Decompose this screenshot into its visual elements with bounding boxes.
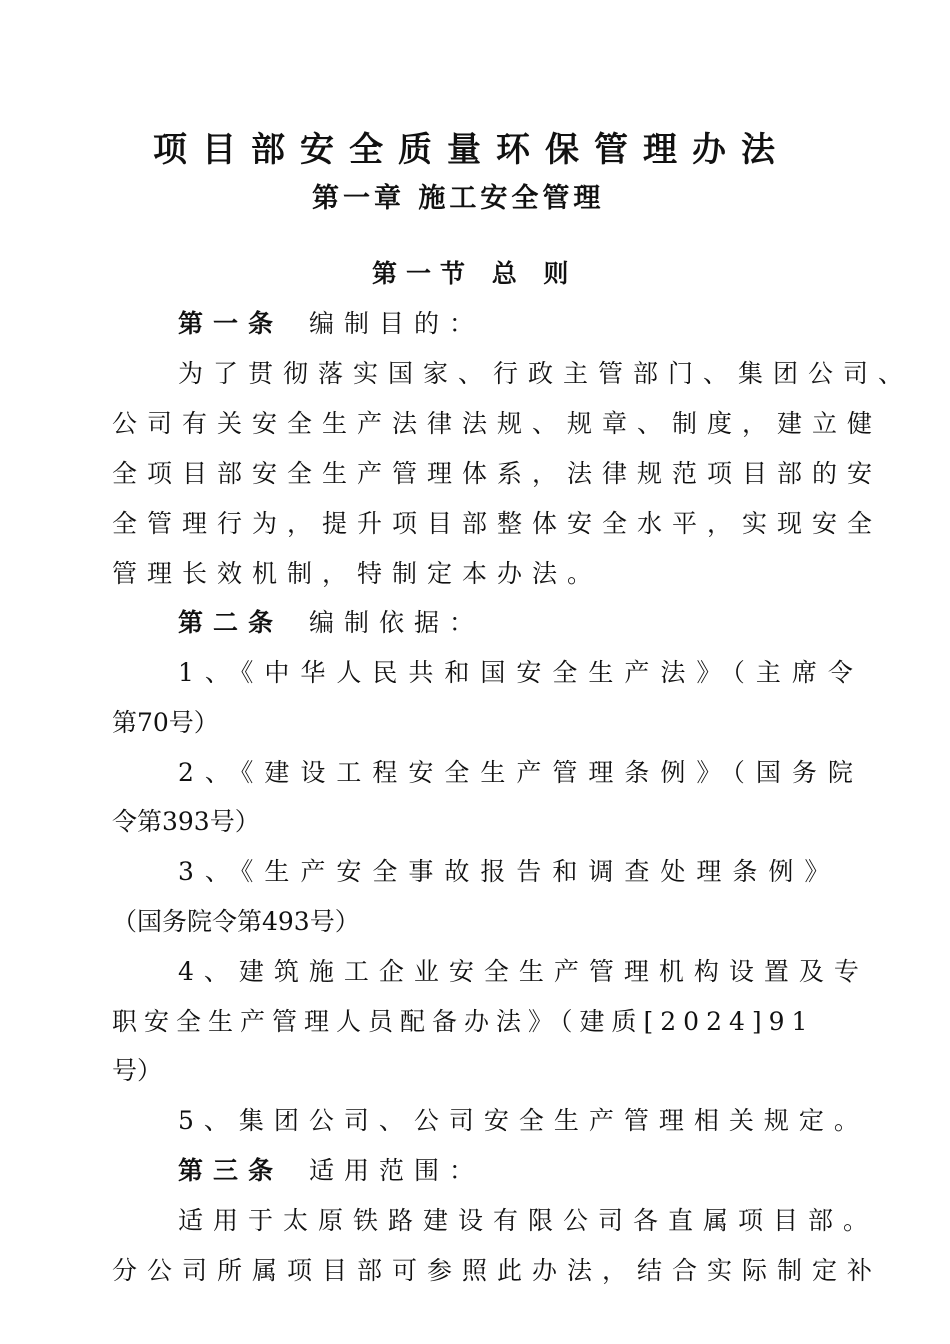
basis-item-line: 1、《中华人民共和国安全生产法》（主席令 — [178, 658, 864, 687]
basis-item-line: 2、《建设工程安全生产管理条例》（国务院 — [178, 758, 864, 787]
article-1-line: 全项目部安全生产管理体系，法律规范项目部的安 — [112, 459, 883, 488]
basis-item-line: 职安全生产管理人员配备办法》（建质[2024]91 — [112, 1007, 815, 1036]
article-3-label: 第三条 — [178, 1156, 284, 1185]
article-1-title: 编制目的： — [309, 309, 485, 338]
basis-item-line: 3、《生产安全事故报告和调查处理条例》 — [178, 857, 841, 886]
chapter-heading: 第一章 施工安全管理 — [312, 183, 605, 214]
article-1-line: 全管理行为，提升项目部整体安全水平，实现安全 — [112, 509, 883, 538]
basis-item-line: 令第393号） — [112, 807, 260, 836]
article-1-label: 第一条 — [178, 309, 284, 338]
basis-item-line: 5、集团公司、公司安全生产管理相关规定。 — [178, 1106, 869, 1135]
article-2-title: 编制依据： — [309, 608, 485, 637]
section-heading: 第一节 总 则 — [372, 259, 578, 288]
basis-item-line: 号） — [112, 1056, 163, 1085]
article-2-heading — [178, 607, 484, 639]
document-title: 项目部安全质量环保管理办法 — [153, 130, 790, 170]
article-3-line: 适用于太原铁路建设有限公司各直属项目部。 — [178, 1206, 879, 1235]
article-3-title: 适用范围： — [309, 1156, 485, 1185]
basis-item-line: 4、建筑施工企业安全生产管理机构设置及专 — [178, 957, 869, 986]
article-1-line: 公司有关安全生产法律法规、规章、制度，建立健 — [112, 409, 883, 438]
basis-item-line: （国务院令第493号） — [112, 907, 360, 936]
basis-item-line: 第70号） — [112, 708, 219, 737]
article-1-line: 为了贯彻落实国家、行政主管部门、集团公司、 — [178, 359, 914, 388]
article-3-heading — [178, 1155, 484, 1187]
article-1-line: 管理长效机制，特制定本办法。 — [112, 559, 603, 588]
article-1-heading — [178, 308, 484, 340]
article-2-label: 第二条 — [178, 608, 284, 637]
article-3-line: 分公司所属项目部可参照此办法，结合实际制定补 — [112, 1256, 883, 1285]
